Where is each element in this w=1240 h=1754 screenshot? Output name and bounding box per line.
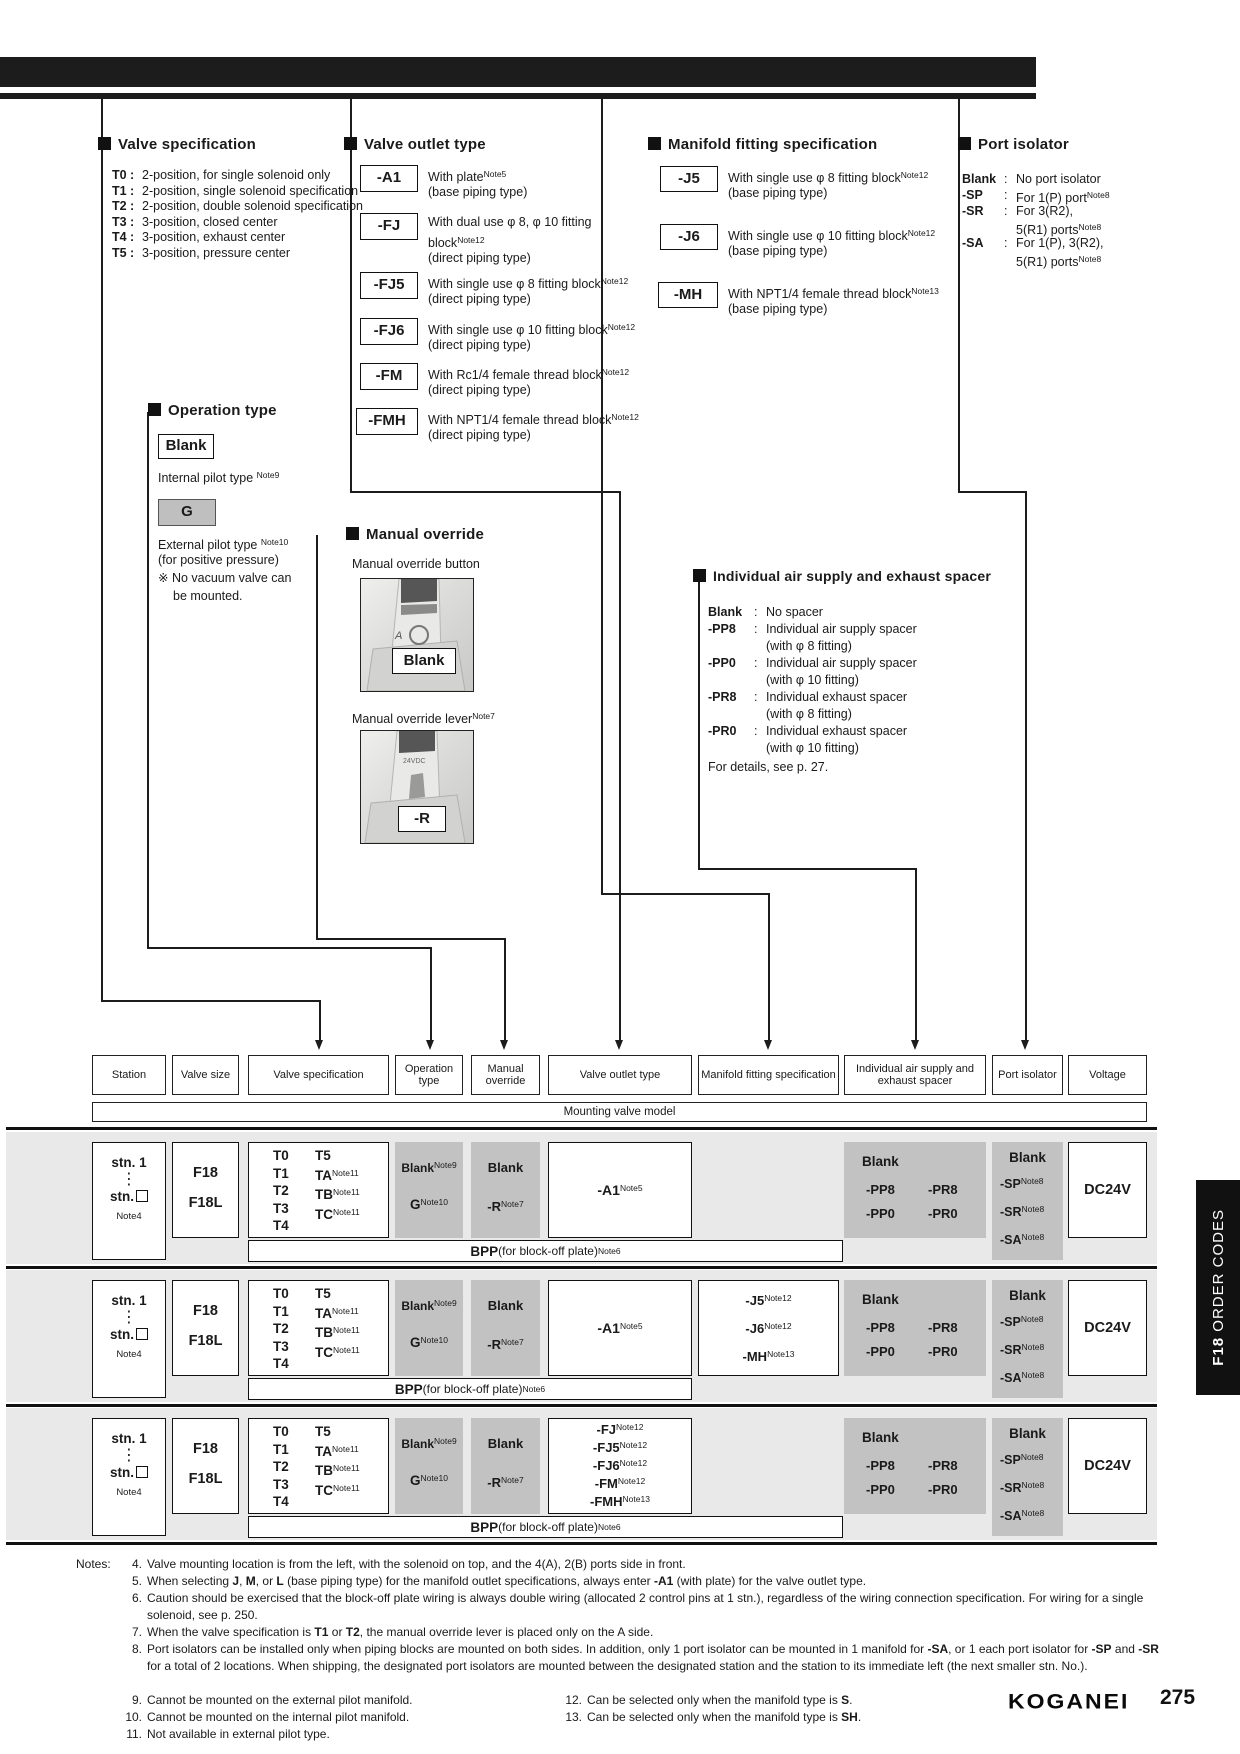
bpp-bar: BPP (for block-off plate) Note6 <box>248 1378 692 1400</box>
outlet-desc: (direct piping type) <box>428 338 531 352</box>
spacer-footer: For details, see p. 27. <box>708 760 829 774</box>
valve-outlet-cell: $-FJ^{Note12}$ $-FJ5^{Note12}$ $-FJ6^{Note12}$ $-FM^{Note12}$ $-FMH^{Note13}$ <box>548 1418 692 1514</box>
spacer-item-line2: (with φ 8 fitting) <box>766 707 852 721</box>
list-item: T2 : 2-position, double solenoid specification <box>112 199 363 213</box>
spacer-item: -PP0 : Individual air supply spacer <box>708 656 917 670</box>
column-header-operation-type: Operation type <box>395 1055 463 1095</box>
note-item: 7. When the valve specification is T1 or T2, the manual override lever is placed only on the A side. <box>131 1625 654 1639</box>
outlet-code-fmh: -FMH <box>356 408 418 435</box>
column-header-station: Station <box>92 1055 166 1095</box>
connector-line <box>958 99 960 493</box>
override-button-caption: Manual override button <box>352 557 480 571</box>
section-title-label: Valve specification <box>118 136 257 153</box>
outlet-desc: (base piping type) <box>428 185 528 199</box>
spacer-item: -PR8 : Individual exhaust spacer <box>708 690 908 704</box>
top-accent-bar <box>0 93 1036 99</box>
manual-override-cell: Blank $-R^{Note7}$ <box>471 1142 540 1238</box>
outlet-desc: With NPT1/4 female thread block$^{Note12}$ <box>428 412 639 427</box>
note-item: 10. Cannot be mounted on the internal pilot manifold. <box>125 1710 410 1724</box>
spacer-cell: Blank -PP8 -PR8 -PP0 -PR0 <box>844 1280 986 1376</box>
connector-line <box>316 938 506 940</box>
isolator-item-line2: 5(R1) ports$^{Note8}$ <box>1016 254 1102 269</box>
outlet-desc: (direct piping type) <box>428 292 531 306</box>
operation-g-caution: ※ No vacuum valve can <box>158 571 292 585</box>
list-item: T1 : 2-position, single solenoid specification <box>112 183 359 198</box>
section-title-label: Individual air supply and exhaust spacer <box>713 568 991 584</box>
column-header-valve-specification: Valve specification <box>248 1055 389 1095</box>
connector-line <box>350 491 621 493</box>
connector-line <box>319 1000 321 1040</box>
spacer-item: -PR0 : Individual exhaust spacer <box>708 724 908 738</box>
section-title-label: Operation type <box>168 402 277 419</box>
connector-line <box>619 491 621 1040</box>
valve-size-cell: F18 F18L <box>172 1280 239 1376</box>
svg-text:A: A <box>395 630 403 642</box>
outlet-desc: (direct piping type) <box>428 428 531 442</box>
note-item: 12. Can be selected only when the manifold type is S. <box>565 1693 853 1707</box>
section-title-operation-type <box>148 402 277 419</box>
note-item: 11. Not available in external pilot type. <box>126 1727 330 1741</box>
divider <box>6 1542 1157 1545</box>
isolator-item-line2: 5(R1) ports$^{Note8}$ <box>1016 222 1102 237</box>
valve-spec-list <box>112 168 368 261</box>
connector-line <box>698 868 917 870</box>
section-title-manual-override <box>346 526 484 543</box>
blank-square-icon <box>136 1328 148 1340</box>
override-lever-label: -R <box>398 806 446 832</box>
table-row <box>0 1408 1240 1540</box>
port-isolator-cell: Blank $-SP^{Note8}$ $-SR^{Note8}$ $-SA^{Note8}$ <box>992 1280 1063 1398</box>
connector-line <box>504 938 506 1040</box>
connector-line <box>147 412 149 947</box>
valve-outlet-cell: $-A1^{Note5}$ <box>548 1280 692 1376</box>
arrow-down-icon <box>1021 1040 1029 1050</box>
section-title-label: Port isolator <box>978 136 1069 153</box>
connector-line <box>101 1000 321 1002</box>
section-title-label: Manual override <box>366 526 485 543</box>
connector-line <box>768 893 770 1040</box>
manifold-fitting-cell: $-J5^{Note12}$ $-J6^{Note12}$ $-MH^{Note13}$ <box>698 1280 839 1376</box>
override-lever-caption: Manual override lever$^{Note7}$ <box>352 711 495 726</box>
manual-override-cell: Blank $-R^{Note7}$ <box>471 1280 540 1376</box>
arrow-down-icon <box>911 1040 919 1050</box>
outlet-desc: With single use φ 10 fitting block$^{Note12}$ <box>428 322 636 337</box>
isolator-item: Blank : No port isolator <box>962 172 1101 186</box>
section-title-label: Manifold fitting specification <box>668 136 878 153</box>
outlet-desc: block$^{Note12}$ <box>428 235 485 250</box>
manifold-code-j6: -J6 <box>660 224 718 250</box>
valve-spec-cell: T0 T1 T2 T3 T4 T5 $TA^{Note11}$ $TB^{Note11}$ $TC^{Note11}$ <box>248 1280 389 1376</box>
divider <box>6 1127 1157 1130</box>
page-number: 275 <box>1160 1686 1196 1709</box>
connector-line <box>101 99 103 1000</box>
operation-blank-desc: Internal pilot type $^{Note9}$ <box>158 470 280 485</box>
outlet-desc: With plate$^{Note5}$ <box>428 169 507 184</box>
valve-spec-cell: T0 T1 T2 T3 T4 T5 $TA^{Note11}$ $TB^{Note11}$ $TC^{Note11}$ <box>248 1418 389 1514</box>
manual-override-button-photo <box>360 578 474 692</box>
section-title-spacer <box>693 568 991 584</box>
connector-line <box>430 947 432 1040</box>
section-title-label: Valve outlet type <box>364 136 486 153</box>
operation-type-cell: Blank$^{Note9}$ $G^{Note10}$ <box>395 1280 463 1376</box>
outlet-desc: (direct piping type) <box>428 251 531 265</box>
arrow-down-icon <box>315 1040 323 1050</box>
outlet-code-fj5: -FJ5 <box>360 272 418 299</box>
section-bullet-icon <box>148 403 161 416</box>
outlet-code-a1: -A1 <box>360 165 418 192</box>
voltage-cell: DC24V <box>1068 1280 1147 1376</box>
isolator-item: -SR : For 3(R2), <box>962 204 1073 218</box>
bpp-bar: BPP (for block-off plate) Note6 <box>248 1516 843 1538</box>
voltage-cell: DC24V <box>1068 1418 1147 1514</box>
top-title-bar <box>0 57 1036 87</box>
spacer-item-line2: (with φ 10 fitting) <box>766 741 859 755</box>
list-item: T5 : 3-position, pressure center <box>112 245 290 260</box>
section-bullet-icon <box>344 137 357 150</box>
port-isolator-cell: Blank $-SP^{Note8}$ $-SR^{Note8}$ $-SA^{Note8}$ <box>992 1418 1063 1536</box>
isolator-item: -SP : For 1(P) port$^{Note8}$ <box>962 188 1110 205</box>
manifold-desc: (base piping type) <box>728 244 828 258</box>
spacer-item: Blank : No spacer <box>708 605 823 619</box>
station-cell: stn. 1 ⋮ stn. Note4 <box>92 1142 166 1260</box>
manifold-desc: (base piping type) <box>728 302 828 316</box>
operation-type-cell: Blank$^{Note9}$ $G^{Note10}$ <box>395 1418 463 1514</box>
outlet-desc: (direct piping type) <box>428 383 531 397</box>
manifold-desc: With single use φ 10 fitting block$^{Note12}$ <box>728 228 936 243</box>
manifold-code-mh: -MH <box>658 282 718 308</box>
connector-line <box>915 868 917 1040</box>
station-cell: stn. 1 ⋮ stn. Note4 <box>92 1280 166 1398</box>
connector-line <box>698 582 700 870</box>
section-bullet-icon <box>346 527 359 540</box>
note-item: 5. When selecting J, M, or L (base piping type) for the manifold outlet specifications, always enter -A1 (with plate) for the valve outlet type. <box>131 1574 867 1588</box>
arrow-down-icon <box>764 1040 772 1050</box>
arrow-down-icon <box>615 1040 623 1050</box>
table-row <box>0 1132 1240 1264</box>
column-header-port-isolator: Port isolator <box>992 1055 1063 1095</box>
divider <box>6 1266 1157 1269</box>
connector-line <box>350 99 352 493</box>
column-header-manifold-fitting: Manifold fitting specification <box>698 1055 839 1095</box>
operation-blank-code: Blank <box>158 434 214 459</box>
list-item: T0 : 2-position, for single solenoid only <box>112 168 331 182</box>
section-title-manifold-fitting <box>648 136 877 153</box>
manifold-desc: (base piping type) <box>728 186 828 200</box>
operation-g-caution2: be mounted. <box>173 589 243 603</box>
connector-line <box>958 491 1027 493</box>
operation-g-code: G <box>158 499 216 526</box>
column-header-manual-override: Manual override <box>471 1055 540 1095</box>
manifold-desc: With NPT1/4 female thread block$^{Note13}$ <box>728 286 939 301</box>
port-isolator-cell: Blank $-SP^{Note8}$ $-SR^{Note8}$ $-SA^{Note8}$ <box>992 1142 1063 1260</box>
note-item: 9. Cannot be mounted on the external pilot manifold. <box>131 1693 413 1707</box>
section-bullet-icon <box>648 137 661 150</box>
connector-line <box>601 99 603 895</box>
isolator-item: -SA : For 1(P), 3(R2), <box>962 236 1104 250</box>
note-item: 6. Caution should be exercised that the block-off plate wiring is always double wiring (allocated 2 control pins at 1 stn.), regardless of the wiring connection specification. For wiring for a single solenoid, see p. 250. <box>131 1591 1144 1622</box>
list-item: T3 : 3-position, closed center <box>112 214 278 229</box>
valve-spec-cell: T0 T1 T2 T3 T4 T5 $TA^{Note11}$ $TB^{Note11}$ $TC^{Note11}$ <box>248 1142 389 1238</box>
section-bullet-icon <box>693 569 706 582</box>
outlet-code-fj: -FJ <box>360 213 418 240</box>
valve-photo-illustration <box>361 579 473 691</box>
manual-override-cell: Blank $-R^{Note7}$ <box>471 1418 540 1514</box>
spacer-item-line2: (with φ 10 fitting) <box>766 673 859 687</box>
valve-outlet-cell: $-A1^{Note5}$ <box>548 1142 692 1238</box>
divider <box>6 1404 1157 1407</box>
notes-label: Notes: <box>76 1557 111 1571</box>
spacer-cell: Blank -PP8 -PR8 -PP0 -PR0 <box>844 1418 986 1514</box>
note-item: 4. Valve mounting location is from the left, with the solenoid on top, and the 4(A), 2(B) ports side in front. <box>131 1557 686 1571</box>
section-bullet-icon <box>958 137 971 150</box>
valve-size-cell: F18 F18L <box>172 1142 239 1238</box>
blank-square-icon <box>136 1466 148 1478</box>
koganei-logo: KOGANEI <box>1008 1689 1130 1713</box>
section-bullet-icon <box>98 137 111 150</box>
table-row <box>0 1270 1240 1402</box>
arrow-down-icon <box>426 1040 434 1050</box>
note-item: 8. Port isolators can be installed only when piping blocks are mounted on both sides. In addition, only 1 port isolator can be mounted in 1 manifold for -SA, or 1 each port isolator for -SP and -SR for a total of 2 locations. When shipping, the designated port isolators are mounted between the designated station and the station to its immediate left (the next smaller stn. No.). <box>131 1642 1159 1673</box>
manifold-desc: With single use φ 8 fitting block$^{Note12}$ <box>728 170 929 185</box>
arrow-down-icon <box>500 1040 508 1050</box>
operation-g-desc2: (for positive pressure) <box>158 553 279 567</box>
voltage-cell: DC24V <box>1068 1142 1147 1238</box>
side-tab-f18-order-codes: F18 ORDER CODES <box>1196 1180 1240 1395</box>
section-title-valve-specification <box>98 136 256 153</box>
column-header-spacer: Individual air supply and exhaust spacer <box>844 1055 986 1095</box>
connector-line <box>1025 491 1027 1040</box>
spacer-cell: Blank -PP8 -PR8 -PP0 -PR0 <box>844 1142 986 1238</box>
svg-text:24VDC: 24VDC <box>403 758 426 765</box>
list-item: T4 : 3-position, exhaust center <box>112 230 286 244</box>
override-button-label: Blank <box>392 648 456 674</box>
operation-g-desc: External pilot type $^{Note10}$ <box>158 537 289 552</box>
column-header-valve-outlet-type: Valve outlet type <box>548 1055 692 1095</box>
station-cell: stn. 1 ⋮ stn. Note4 <box>92 1418 166 1536</box>
valve-size-cell: F18 F18L <box>172 1418 239 1514</box>
manifold-code-j5: -J5 <box>660 166 718 192</box>
outlet-desc: With single use φ 8 fitting block$^{Note12}$ <box>428 276 629 291</box>
connector-line <box>601 893 770 895</box>
column-header-valve-size: Valve size <box>172 1055 239 1095</box>
outlet-code-fj6: -FJ6 <box>360 318 418 345</box>
connector-line <box>316 535 318 940</box>
note-item: 13. Can be selected only when the manifold type is SH. <box>565 1710 862 1724</box>
blank-square-icon <box>136 1190 148 1202</box>
section-title-valve-outlet-type <box>344 136 486 153</box>
spacer-item: -PP8 : Individual air supply spacer <box>708 622 917 636</box>
bpp-bar: BPP (for block-off plate) Note6 <box>248 1240 843 1262</box>
outlet-desc: With Rc1/4 female thread block$^{Note12}$ <box>428 367 630 382</box>
section-title-port-isolator <box>958 136 1069 153</box>
outlet-desc: With dual use φ 8, φ 10 fitting <box>428 215 592 229</box>
connector-line <box>147 947 432 949</box>
spacer-item-line2: (with φ 8 fitting) <box>766 639 852 653</box>
column-header-voltage: Voltage <box>1068 1055 1147 1095</box>
outlet-code-fm: -FM <box>360 363 418 390</box>
mounting-valve-model-bar: Mounting valve model <box>92 1102 1147 1122</box>
operation-type-cell: Blank$^{Note9}$ $G^{Note10}$ <box>395 1142 463 1238</box>
